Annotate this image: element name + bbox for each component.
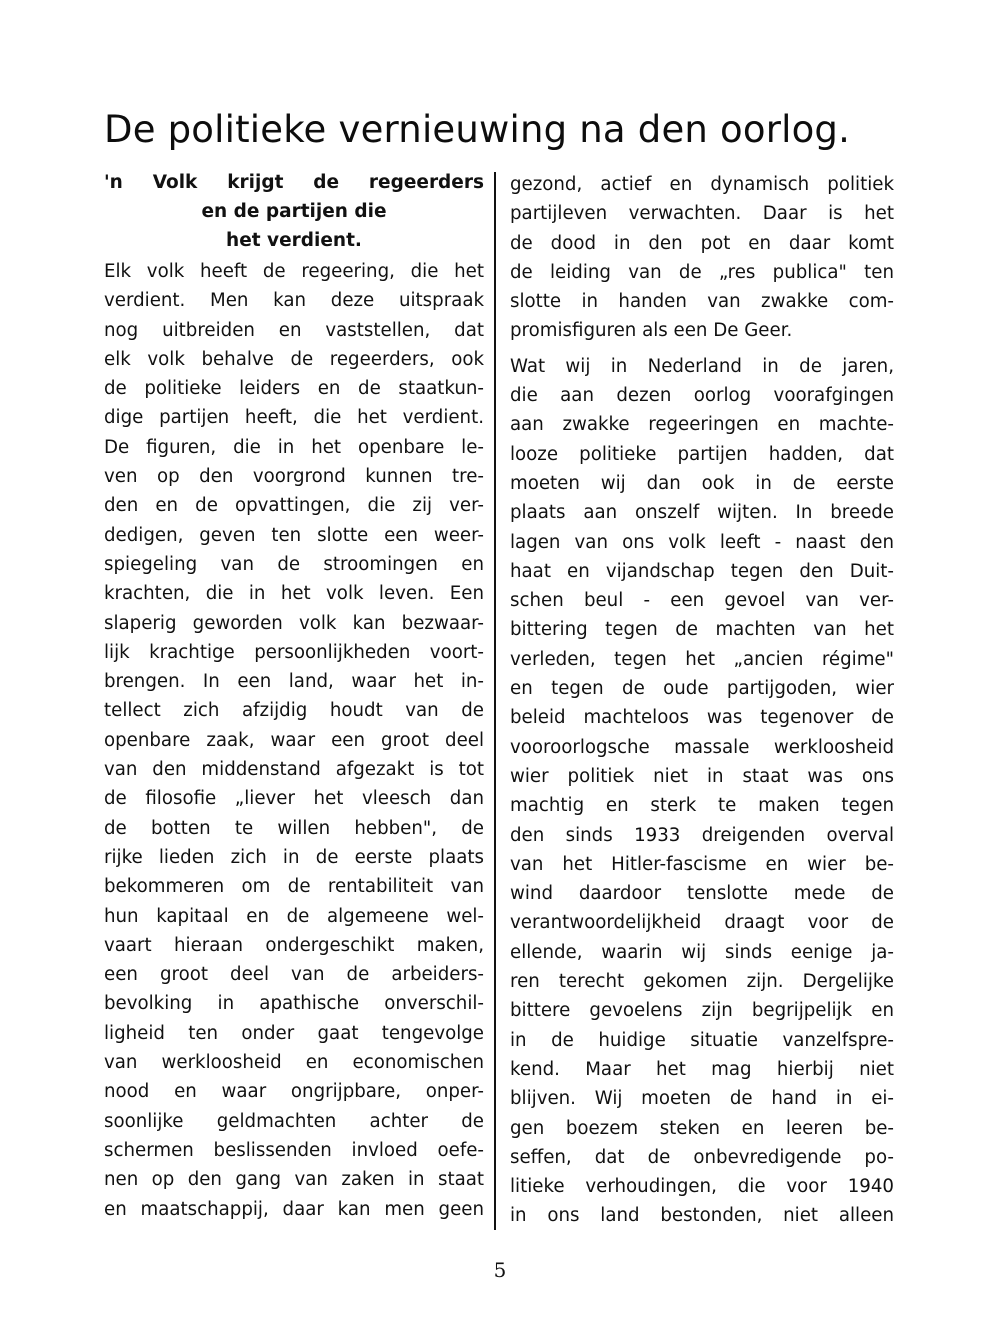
- paragraph: [510, 352, 894, 1231]
- text-line: machtig en sterk te maken tegen: [510, 795, 894, 817]
- text-line: blijven. Wij moeten de hand in ei-: [510, 1088, 894, 1110]
- text-line: lagen van ons volk leeft - naast den: [510, 531, 894, 553]
- text-line: gen boezem steken en leeren be-: [510, 1117, 894, 1139]
- text-line: en maatschappij, daar kan men geen: [104, 1198, 484, 1220]
- paragraph: [104, 257, 484, 1224]
- text-line: beleid machteloos was tegenover de: [510, 707, 894, 729]
- text-line: slotte in handen van zwakke com-: [510, 291, 894, 313]
- text-line: de leiding van de „res publica" ten: [510, 261, 894, 283]
- text-line: nood en waar ongrijpbare, onper-: [104, 1081, 484, 1103]
- text-line: ren terecht gekomen zijn. Dergelijke: [510, 971, 894, 993]
- text-line: verantwoordelijkheid draagt voor de: [510, 912, 894, 934]
- text-line: bekommeren om de rentabiliteit van: [104, 876, 484, 898]
- text-line: bittere gevoelens zijn begrijpelijk en: [510, 1000, 894, 1022]
- text-line: dige partijen heeft, die het verdient.: [104, 407, 484, 429]
- text-line: moeten wij dan ook in de eerste: [510, 472, 894, 494]
- text-line: looze politieke partijen hadden, dat: [510, 443, 894, 465]
- text-line: krachten, die in het volk leven. Een: [104, 583, 484, 605]
- text-line: ven op den voorgrond kunnen tre-: [104, 466, 484, 488]
- article-subheading: [104, 168, 484, 255]
- text-line: spiegeling van de stroomingen en: [104, 553, 484, 575]
- text-line: lijk krachtige persoonlijkheden voort-: [104, 641, 484, 663]
- text-line: kend. Maar het mag hierbij niet: [510, 1058, 894, 1080]
- text-line: Elk volk heeft de regeering, die het: [104, 261, 484, 282]
- paragraph: [510, 170, 894, 346]
- right-column: [510, 170, 894, 1231]
- text-line: ellende, waarin wij sinds eenige ja-: [510, 941, 894, 963]
- text-line: in ons land bestonden, niet alleen: [510, 1205, 894, 1227]
- text-line: in de huidige situatie vanzelfspre-: [510, 1029, 894, 1051]
- text-line: tellect zich afzijdig houdt van de: [104, 700, 484, 722]
- text-line: de dood in den pot en daar komt: [510, 232, 894, 254]
- text-line: en tegen de oude partijgoden, wier: [510, 678, 894, 700]
- text-line: schen beul - een gevoel van ver-: [510, 590, 894, 612]
- article-title: De politieke vernieuwing na den oorlog.: [104, 108, 851, 151]
- text-line: litieke verhoudingen, die voor 1940: [510, 1176, 894, 1198]
- text-line: schermen beslissenden invloed oefe-: [104, 1139, 484, 1161]
- text-line: aan zwakke regeeringen en machte-: [510, 414, 894, 436]
- subheading-line: 'n Volk krijgt de regeerders: [104, 172, 484, 193]
- text-line: plaats aan onszelf wijten. In breede: [510, 502, 894, 524]
- text-line: Wat wij in Nederland in de jaren,: [510, 355, 894, 377]
- text-line: de filosofie „liever het vleesch dan: [104, 788, 484, 810]
- text-line: van den middenstand afgezakt is tot: [104, 759, 484, 781]
- text-line: brengen. In een land, waar het in-: [104, 671, 484, 693]
- text-line: haat en vijandschap tegen den Duit-: [510, 560, 894, 582]
- text-line: De figuren, die in het openbare le-: [104, 436, 484, 458]
- text-line: seffen, dat de onbevredigende po-: [510, 1146, 894, 1168]
- text-line: bevolking in apathische onverschil-: [104, 993, 484, 1015]
- text-line: promisfiguren als een De Geer.: [510, 320, 793, 342]
- text-line: verleden, tegen het „ancien régime": [510, 648, 894, 670]
- text-line: die aan dezen oorlog voorafgingen: [510, 385, 894, 407]
- text-line: wind daardoor tenslotte mede de: [510, 883, 894, 905]
- text-line: den sinds 1933 dreigenden overval: [510, 824, 894, 846]
- column-divider: [494, 172, 496, 1230]
- text-line: van werkloosheid en economischen: [104, 1052, 484, 1074]
- text-line: wier politiek niet in staat was ons: [510, 765, 894, 787]
- text-line: elk volk behalve de regeerders, ook: [104, 348, 484, 370]
- text-line: openbare zaak, waar een groot deel: [104, 729, 484, 751]
- text-line: den en de opvattingen, die zij ver-: [104, 495, 484, 517]
- page-number: 5: [493, 1258, 507, 1282]
- text-line: rijke lieden zich in de eerste plaats: [104, 846, 484, 868]
- text-line: gezond, actief en dynamisch politiek: [510, 174, 894, 195]
- text-line: partijleven verwachten. Daar is het: [510, 203, 894, 225]
- text-line: vooroorlogsche massale werkloosheid: [510, 736, 894, 758]
- text-line: slaperig geworden volk kan bezwaar-: [104, 612, 484, 634]
- text-line: hun kapitaal en de algemeene wel-: [104, 905, 484, 927]
- subheading-line: het verdient.: [226, 230, 362, 251]
- text-line: nog uitbreiden en vaststellen, dat: [104, 319, 484, 341]
- text-line: nen op den gang van zaken in staat: [104, 1169, 484, 1191]
- text-line: van het Hitler-fascisme en wier be-: [510, 853, 894, 875]
- text-line: verdient. Men kan deze uitspraak: [104, 290, 484, 312]
- text-line: ligheid ten onder gaat tengevolge: [104, 1022, 484, 1044]
- subheading-line: en de partijen die: [201, 201, 387, 222]
- text-line: een groot deel van de arbeiders-: [104, 964, 484, 986]
- text-line: de botten te willen hebben", de: [104, 817, 484, 839]
- text-line: vaart hieraan ondergeschikt maken,: [104, 934, 484, 956]
- text-line: soonlijke geldmachten achter de: [104, 1110, 484, 1132]
- text-line: de politieke leiders en de staatkun-: [104, 378, 484, 400]
- text-line: dedigen, geven ten slotte een weer-: [104, 524, 484, 546]
- text-line: bittering tegen de machten van het: [510, 619, 894, 641]
- left-column: [104, 168, 484, 1224]
